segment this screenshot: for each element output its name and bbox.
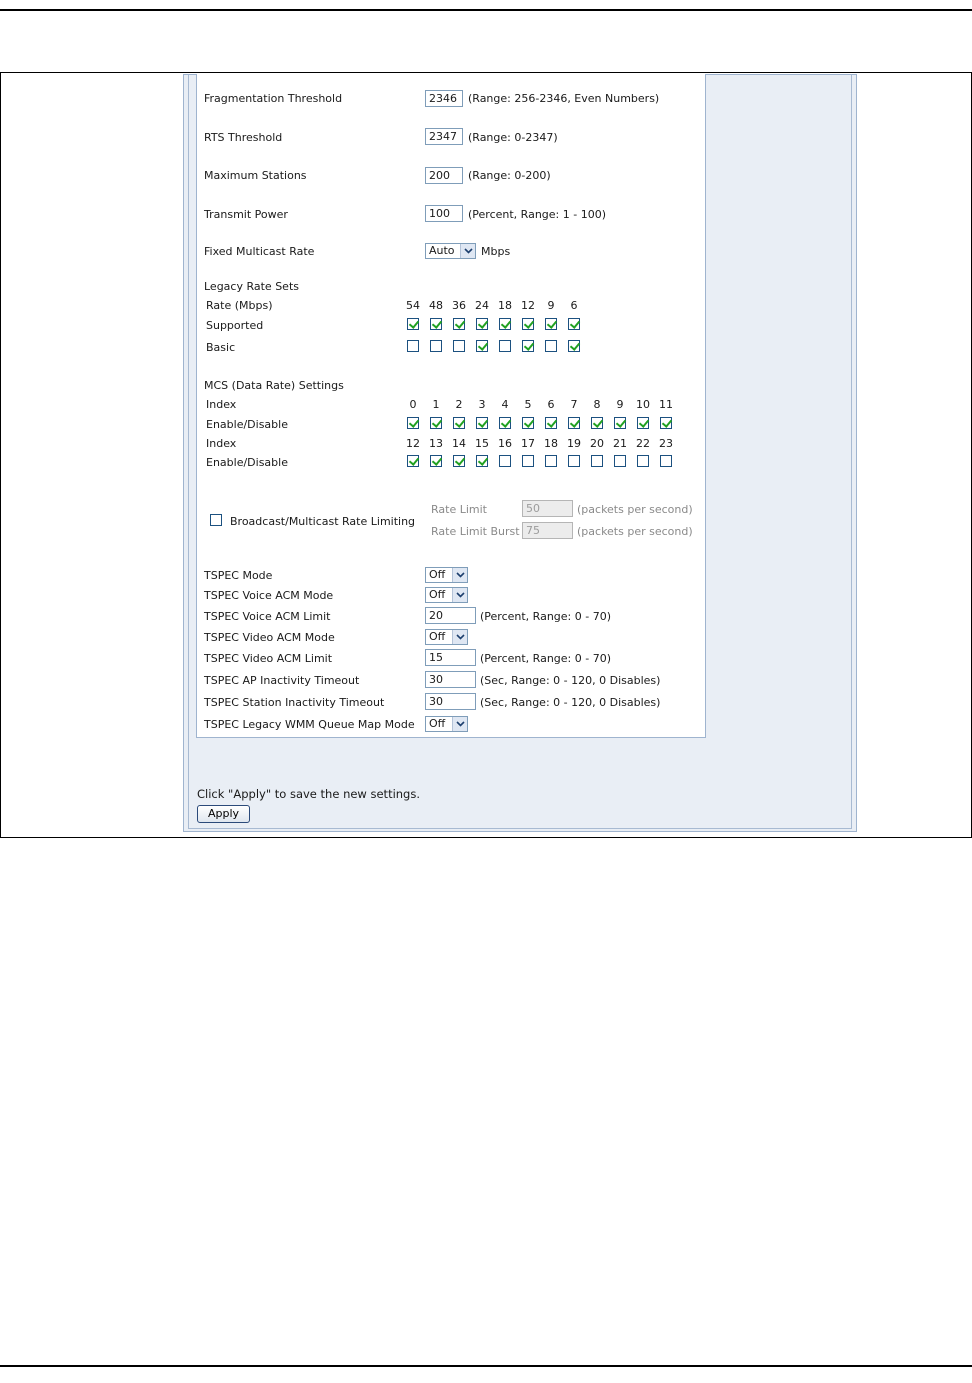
mcs-index-7: 7	[570, 398, 578, 411]
legacy-supported-checkbox-54[interactable]	[407, 318, 419, 330]
tspec-ap-inactivity-input[interactable]: 30	[425, 671, 476, 688]
mcs-index-2: 2	[455, 398, 463, 411]
tspec-mode-select[interactable]	[425, 567, 468, 583]
mcs-enable-label-row1: Enable/Disable	[206, 418, 288, 431]
rts-threshold-hint: (Range: 0-2347)	[468, 131, 558, 144]
tspec-video-acm-limit-label: TSPEC Video ACM Limit	[204, 652, 333, 665]
tspec-video-acm-mode-value: Off	[429, 630, 446, 643]
legacy-rate-label: Rate (Mbps)	[206, 299, 273, 312]
chevron-down-icon	[452, 568, 467, 582]
legacy-rate-9: 9	[547, 299, 555, 312]
mcs-index-1: 1	[432, 398, 440, 411]
legacy-basic-checkbox-36[interactable]	[453, 340, 465, 352]
rts-threshold-label: RTS Threshold	[204, 131, 283, 144]
mcs-enable-checkbox-2[interactable]	[453, 417, 465, 429]
rate-limit-burst-input[interactable]: 75	[522, 522, 573, 539]
mcs-enable-checkbox-4[interactable]	[499, 417, 511, 429]
legacy-supported-checkbox-12[interactable]	[522, 318, 534, 330]
tspec-video-acm-mode-select[interactable]	[425, 629, 468, 645]
legacy-supported-checkbox-6[interactable]	[568, 318, 580, 330]
frag-threshold-hint: (Range: 256-2346, Even Numbers)	[468, 92, 660, 105]
tspec-video-acm-limit-hint: (Percent, Range: 0 - 70)	[480, 652, 611, 665]
chevron-down-icon	[460, 244, 475, 258]
mcs-enable-checkbox-8[interactable]	[591, 417, 603, 429]
legacy-basic-checkbox-48[interactable]	[430, 340, 442, 352]
mcs-index-23: 23	[659, 437, 673, 450]
tspec-ap-inactivity-label: TSPEC AP Inactivity Timeout	[204, 674, 360, 687]
legacy-basic-checkbox-12[interactable]	[522, 340, 534, 352]
legacy-basic-checkbox-6[interactable]	[568, 340, 580, 352]
broadcast-rate-limiting-checkbox[interactable]	[210, 514, 222, 526]
max-stations-hint: (Range: 0-200)	[468, 169, 551, 182]
chevron-down-icon	[452, 630, 467, 644]
mcs-index-12: 12	[406, 437, 420, 450]
legacy-basic-checkbox-9[interactable]	[545, 340, 557, 352]
tspec-ap-inactivity-hint: (Sec, Range: 0 - 120, 0 Disables)	[480, 674, 661, 687]
legacy-basic-label: Basic	[206, 341, 236, 354]
mcs-index-16: 16	[498, 437, 512, 450]
mcs-enable-checkbox-18[interactable]	[545, 455, 557, 467]
tspec-voice-acm-limit-hint: (Percent, Range: 0 - 70)	[480, 610, 611, 623]
mcs-index-5: 5	[524, 398, 532, 411]
legacy-rate-6: 6	[570, 299, 578, 312]
mcs-enable-checkbox-17[interactable]	[522, 455, 534, 467]
legacy-rate-18: 18	[498, 299, 512, 312]
legacy-rate-12: 12	[521, 299, 535, 312]
legacy-supported-checkbox-48[interactable]	[430, 318, 442, 330]
transmit-power-input[interactable]: 100	[425, 205, 463, 222]
tspec-voice-acm-mode-label: TSPEC Voice ACM Mode	[204, 589, 334, 602]
rts-threshold-input[interactable]: 2347	[425, 128, 463, 145]
mcs-index-13: 13	[429, 437, 443, 450]
legacy-basic-checkbox-24[interactable]	[476, 340, 488, 352]
mcs-enable-checkbox-14[interactable]	[453, 455, 465, 467]
mcs-enable-checkbox-9[interactable]	[614, 417, 626, 429]
legacy-rate-48: 48	[429, 299, 443, 312]
legacy-rate-24: 24	[475, 299, 489, 312]
tspec-voice-acm-mode-select[interactable]	[425, 587, 468, 603]
tspec-mode-label: TSPEC Mode	[204, 569, 273, 582]
mcs-enable-checkbox-10[interactable]	[637, 417, 649, 429]
mcs-enable-checkbox-3[interactable]	[476, 417, 488, 429]
mcs-enable-checkbox-15[interactable]	[476, 455, 488, 467]
tspec-legacy-wmm-value: Off	[429, 717, 446, 730]
legacy-rate-54: 54	[406, 299, 420, 312]
chevron-down-icon	[452, 717, 467, 731]
legacy-rate-sets-title: Legacy Rate Sets	[204, 280, 299, 293]
mcs-enable-checkbox-21[interactable]	[614, 455, 626, 467]
tspec-mode-value: Off	[429, 568, 446, 581]
apply-instruction: Click "Apply" to save the new settings.	[197, 787, 421, 801]
rate-limit-burst-unit: (packets per second)	[577, 525, 693, 538]
mcs-enable-checkbox-0[interactable]	[407, 417, 419, 429]
mcs-index-20: 20	[590, 437, 604, 450]
mcs-enable-checkbox-6[interactable]	[545, 417, 557, 429]
mcs-enable-label-row2: Enable/Disable	[206, 456, 288, 469]
legacy-supported-checkbox-9[interactable]	[545, 318, 557, 330]
transmit-power-label: Transmit Power	[204, 208, 288, 221]
rate-limit-unit: (packets per second)	[577, 503, 693, 516]
tspec-video-acm-limit-input[interactable]: 15	[425, 649, 476, 666]
mcs-index-8: 8	[593, 398, 601, 411]
max-stations-input[interactable]: 200	[425, 167, 463, 184]
legacy-basic-checkbox-54[interactable]	[407, 340, 419, 352]
page-bottom-rule	[0, 1365, 972, 1367]
rate-limit-input[interactable]: 50	[522, 500, 573, 517]
mcs-index-label-row2: Index	[206, 437, 237, 450]
fixed-multicast-rate-value: Auto	[429, 244, 455, 257]
page-top-rule	[0, 9, 972, 11]
mcs-index-15: 15	[475, 437, 489, 450]
mcs-enable-checkbox-1[interactable]	[430, 417, 442, 429]
mcs-index-21: 21	[613, 437, 627, 450]
legacy-supported-checkbox-18[interactable]	[499, 318, 511, 330]
mcs-enable-checkbox-22[interactable]	[637, 455, 649, 467]
frag-threshold-label: Fragmentation Threshold	[204, 92, 343, 105]
frag-threshold-input[interactable]: 2346	[425, 90, 463, 107]
tspec-station-inactivity-hint: (Sec, Range: 0 - 120, 0 Disables)	[480, 696, 661, 709]
mcs-index-6: 6	[547, 398, 555, 411]
transmit-power-hint: (Percent, Range: 1 - 100)	[468, 208, 606, 221]
mcs-enable-checkbox-23[interactable]	[660, 455, 672, 467]
mcs-enable-checkbox-11[interactable]	[660, 417, 672, 429]
legacy-supported-checkbox-36[interactable]	[453, 318, 465, 330]
rate-limit-label: Rate Limit	[431, 503, 487, 516]
mcs-index-17: 17	[521, 437, 535, 450]
tspec-station-inactivity-input[interactable]: 30	[425, 693, 476, 710]
mcs-index-3: 3	[478, 398, 486, 411]
mcs-index-22: 22	[636, 437, 650, 450]
fixed-multicast-rate-unit: Mbps	[481, 245, 511, 258]
legacy-basic-checkbox-18[interactable]	[499, 340, 511, 352]
mcs-index-4: 4	[501, 398, 509, 411]
tspec-video-acm-mode-label: TSPEC Video ACM Mode	[204, 631, 335, 644]
tspec-voice-acm-mode-value: Off	[429, 588, 446, 601]
mcs-enable-checkbox-12[interactable]	[407, 455, 419, 467]
mcs-index-label-row1: Index	[206, 398, 237, 411]
mcs-enable-checkbox-7[interactable]	[568, 417, 580, 429]
mcs-enable-checkbox-13[interactable]	[430, 455, 442, 467]
rate-limit-burst-label: Rate Limit Burst	[431, 525, 520, 538]
mcs-enable-checkbox-16[interactable]	[499, 455, 511, 467]
mcs-index-0: 0	[409, 398, 417, 411]
tspec-voice-acm-limit-input[interactable]: 20	[425, 607, 476, 624]
legacy-rate-36: 36	[452, 299, 466, 312]
mcs-index-11: 11	[659, 398, 673, 411]
fixed-multicast-rate-label: Fixed Multicast Rate	[204, 245, 315, 258]
mcs-index-19: 19	[567, 437, 581, 450]
tspec-legacy-wmm-select[interactable]	[425, 716, 468, 732]
legacy-supported-label: Supported	[206, 319, 264, 332]
max-stations-label: Maximum Stations	[204, 169, 307, 182]
tspec-legacy-wmm-label: TSPEC Legacy WMM Queue Map Mode	[204, 718, 415, 731]
mcs-enable-checkbox-20[interactable]	[591, 455, 603, 467]
tspec-voice-acm-limit-label: TSPEC Voice ACM Limit	[204, 610, 331, 623]
mcs-index-10: 10	[636, 398, 650, 411]
chevron-down-icon	[452, 588, 467, 602]
fixed-multicast-rate-select[interactable]	[425, 243, 476, 259]
mcs-enable-checkbox-5[interactable]	[522, 417, 534, 429]
legacy-supported-checkbox-24[interactable]	[476, 318, 488, 330]
mcs-settings-title: MCS (Data Rate) Settings	[204, 379, 344, 392]
mcs-index-9: 9	[616, 398, 624, 411]
tspec-station-inactivity-label: TSPEC Station Inactivity Timeout	[204, 696, 385, 709]
mcs-index-14: 14	[452, 437, 466, 450]
mcs-enable-checkbox-19[interactable]	[568, 455, 580, 467]
mcs-index-18: 18	[544, 437, 558, 450]
broadcast-rate-limiting-label: Broadcast/Multicast Rate Limiting	[230, 515, 416, 528]
apply-button[interactable]: Apply	[197, 805, 250, 823]
